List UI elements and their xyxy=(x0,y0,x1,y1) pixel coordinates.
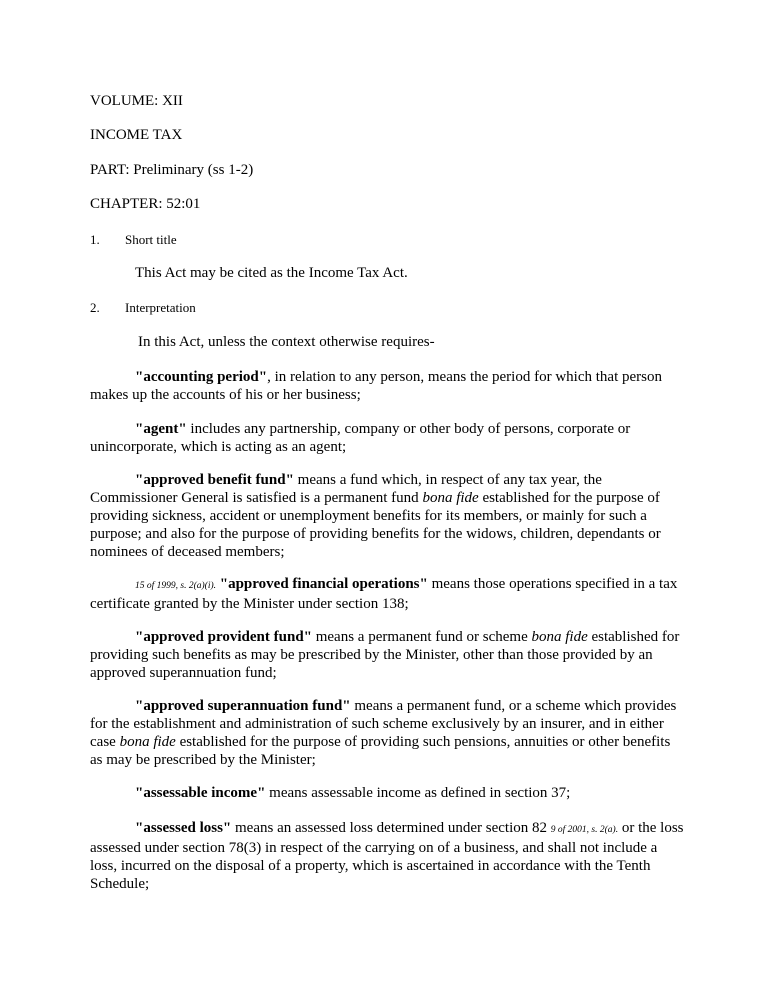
definition-assessed-loss xyxy=(90,819,684,893)
section-number: 1. xyxy=(90,232,100,247)
part-line: PART: Preliminary (ss 1-2) xyxy=(90,162,254,178)
definition-approved-financial-operations xyxy=(90,575,684,613)
volume-line: VOLUME: XII xyxy=(90,93,183,109)
section-title: Short title xyxy=(125,232,177,247)
definition-approved-superannuation-fund xyxy=(90,697,684,769)
definition-text: established for the purpose of providing such pensions, annuities or other benefits as may be prescribed by the Minister; xyxy=(90,734,671,768)
definition-text: includes any partnership, company or other body of persons, corporate or unincorporate, which is acting as an agent; xyxy=(90,421,631,455)
definition-term: "assessed loss" xyxy=(135,820,232,836)
margin-note: 15 of 1999, s. 2(a)(i). xyxy=(135,581,217,591)
definition-term: "approved financial operations" xyxy=(219,576,428,592)
chapter-line: CHAPTER: 52:01 xyxy=(90,196,201,212)
section-number: 2. xyxy=(90,300,100,315)
definition-text: means a fund which, in respect of any tax year, the Commissioner General is satisfied is a permanent fund xyxy=(90,472,602,506)
definition-text: means a permanent fund, or a scheme which provides for the establishment and administration of such scheme exclusively by an insurer, and in either case xyxy=(90,698,677,750)
definition-term: "approved provident fund" xyxy=(135,629,312,645)
definition-italic: bona fide xyxy=(422,490,479,506)
definition-approved-provident-fund xyxy=(90,628,684,682)
definition-italic: bona fide xyxy=(119,734,176,750)
definition-term: "assessable income" xyxy=(135,785,266,801)
definition-term: "agent" xyxy=(135,421,187,437)
definition-text: means an assessed loss determined under section 82 xyxy=(231,820,551,836)
definition-term: "accounting period" xyxy=(135,369,268,385)
definition-text: means a permanent fund or scheme xyxy=(311,629,532,645)
definition-accounting-period xyxy=(90,368,684,404)
title-line: INCOME TAX xyxy=(90,127,183,143)
definition-text: means those operations specified in a tax certificate granted by the Minister under section 138; xyxy=(90,576,678,612)
definition-term: "approved benefit fund" xyxy=(135,472,294,488)
definition-text: , in relation to any person, means the period for which that person makes up the accounts of his or her business; xyxy=(90,369,662,403)
section-title: Interpretation xyxy=(125,300,196,315)
definition-text: established for the purpose of providing sickness, accident or unemployment benefits for its members, or mainly for such a purpose; and also for the purpose of providing benefits for the widows, children, dependants or nominees of deceased members; xyxy=(90,490,661,560)
definition-text: established for providing such benefits as may be prescribed by the Minister, other than those provided by an approved superannuation fund; xyxy=(90,629,680,681)
definition-assessable-income xyxy=(90,784,684,802)
definition-text: or the loss assessed under section 78(3) in respect of the carrying on of a business, and shall not include a loss, incurred on the disposal of a property, which is ascertained in accordance with the Tenth Schedule; xyxy=(90,820,684,892)
definition-term: "approved superannuation fund" xyxy=(135,698,351,714)
definition-approved-benefit-fund xyxy=(90,471,684,561)
definition-text: means assessable income as defined in section 37; xyxy=(265,785,571,801)
definition-agent xyxy=(90,420,684,456)
section-text: This Act may be cited as the Income Tax Act. xyxy=(135,265,408,281)
margin-note: 9 of 2001, s. 2(a). xyxy=(550,825,619,835)
section-text: In this Act, unless the context otherwise requires- xyxy=(138,334,435,350)
definition-italic: bona fide xyxy=(531,629,588,645)
